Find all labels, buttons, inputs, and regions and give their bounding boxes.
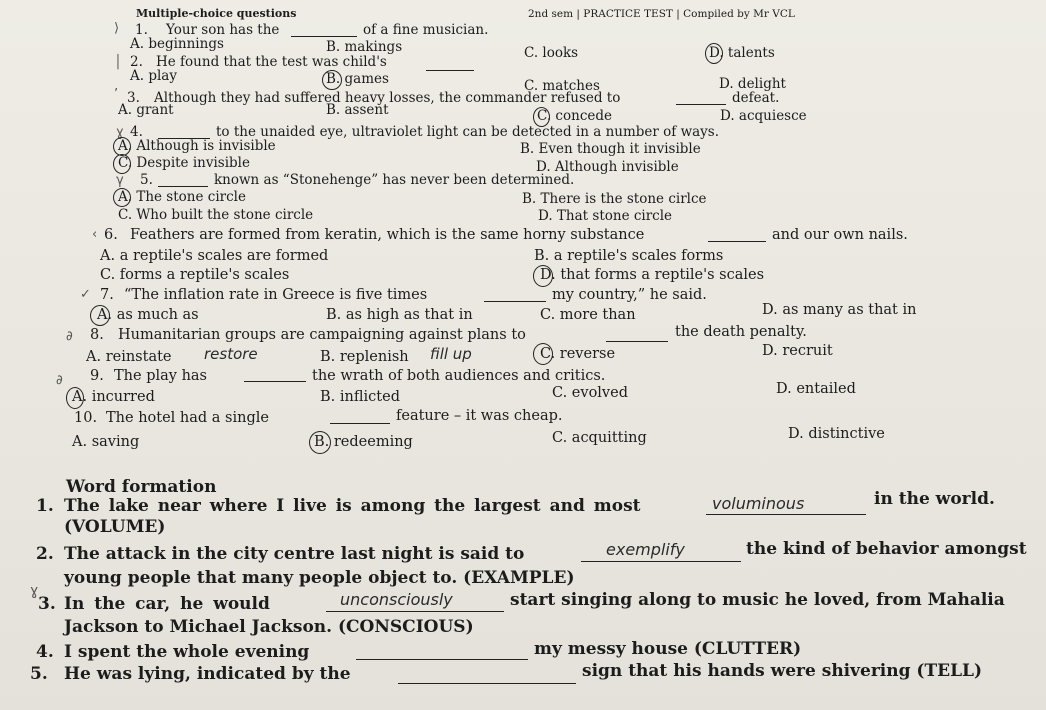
sentence-text-end: in the world. (874, 489, 995, 509)
question-stem-end: known as “Stonehenge” has never been determined. (214, 172, 575, 188)
question-number: 4. (36, 642, 54, 662)
test-info: 2nd sem | PRACTICE TEST | Compiled by Mr VCL (528, 8, 795, 20)
question-stem: Your son has the (166, 22, 280, 38)
answer-blank[interactable] (484, 301, 546, 302)
option-d[interactable]: D. delight (719, 76, 786, 92)
option-d[interactable]: D. entailed (776, 381, 856, 397)
option-b[interactable]: B. assent (326, 102, 389, 118)
option-b[interactable]: B. makings (326, 39, 403, 55)
option-c[interactable]: C. forms a reptile's scales (100, 267, 290, 283)
option-a[interactable]: A. saving (72, 434, 140, 450)
keyword: (VOLUME) (64, 517, 166, 537)
handwritten-note: fill up (430, 345, 472, 363)
selection-circle (705, 43, 723, 64)
question-number: 10. (74, 410, 98, 426)
answer-blank[interactable] (706, 514, 866, 515)
question-number: 9. (90, 368, 104, 384)
question-number: 7. (100, 287, 114, 303)
question-number: 2. (130, 54, 143, 70)
answer-blank[interactable] (581, 561, 741, 562)
answer-blank[interactable] (158, 186, 208, 187)
question-stem-end: of a fine musician. (363, 22, 489, 38)
option-d[interactable]: D. talents (709, 45, 775, 61)
question-stem-end: defeat. (732, 90, 780, 106)
selection-circle (309, 431, 331, 454)
question-stem-end: to the unaided eye, ultraviolet light can be detected in a number of ways. (216, 124, 720, 140)
question-stem: The play has (114, 368, 207, 384)
question-stem: “The inflation rate in Greece is five times (124, 287, 428, 303)
option-a[interactable]: A. a reptile's scales are formed (100, 248, 329, 264)
selection-circle (322, 70, 342, 90)
option-b[interactable]: B. redeeming (314, 434, 413, 450)
handwritten-answer[interactable]: voluminous (712, 494, 805, 513)
answer-blank[interactable] (244, 381, 306, 382)
sentence-text-cont: Jackson to Michael Jackson. (CONSCIOUS) (64, 617, 474, 637)
option-a[interactable]: A. incurred (72, 389, 155, 405)
answer-blank[interactable] (291, 36, 357, 37)
option-a[interactable]: A. reinstate (86, 349, 172, 365)
question-stem: The hotel had a single (106, 410, 269, 426)
option-d[interactable]: D. as many as that in (762, 302, 917, 318)
answer-blank[interactable] (398, 683, 576, 684)
question-number: 4. (130, 124, 143, 140)
sentence-text: I spent the whole evening (64, 642, 310, 662)
option-c[interactable]: C. reverse (540, 346, 616, 362)
answer-blank[interactable] (676, 104, 726, 105)
pencil-mark: ∂ (56, 373, 63, 388)
question-number: 2. (36, 544, 54, 564)
section-title: Word formation (66, 477, 217, 497)
option-b[interactable]: B. There is the stone cirlce (522, 191, 707, 207)
sentence-text-end: sign that his hands were shivering (TELL) (582, 661, 983, 681)
pencil-mark: ∂ (66, 329, 73, 344)
option-b[interactable]: B. a reptile's scales forms (534, 248, 724, 264)
answer-blank[interactable] (356, 659, 528, 660)
sentence-text-end: start singing along to music he loved, from Mahalia (510, 590, 1005, 610)
option-b[interactable]: B. games (326, 71, 389, 87)
option-b[interactable]: B. as high as that in (326, 307, 473, 323)
sentence-text: The lake near where I live is among the largest and most (64, 496, 641, 516)
question-number: 1. (36, 496, 54, 516)
handwritten-answer[interactable]: unconsciously (340, 590, 453, 609)
option-a[interactable]: A. play (130, 68, 177, 84)
pencil-mark: ⟩ (114, 21, 120, 36)
question-number: 1. (135, 22, 148, 38)
answer-blank[interactable] (426, 70, 474, 71)
question-stem-end: and our own nails. (772, 227, 908, 243)
option-c[interactable]: C. acquitting (552, 430, 647, 446)
question-number: 3. (38, 594, 56, 614)
option-d[interactable]: D. acquiesce (720, 108, 807, 124)
question-number: 8. (90, 327, 104, 343)
option-d[interactable]: D. Although invisible (536, 159, 679, 175)
option-d[interactable]: D. recruit (762, 343, 833, 359)
option-a[interactable]: A. Although is invisible (118, 138, 276, 154)
pencil-mark: ✓ (80, 287, 91, 302)
question-stem-end: my country,” he said. (552, 287, 707, 303)
option-c[interactable]: C. Who built the stone circle (118, 207, 314, 223)
pencil-mark: │ (114, 55, 122, 70)
option-b[interactable]: B. replenish (320, 349, 409, 365)
option-c[interactable]: C. evolved (552, 385, 628, 401)
answer-blank[interactable] (708, 241, 766, 242)
option-c[interactable]: C. concede (537, 108, 612, 124)
sentence-text: He was lying, indicated by the (64, 664, 351, 684)
selection-circle (113, 154, 131, 174)
pencil-mark: ɣ (30, 583, 39, 599)
option-c[interactable]: C. Despite invisible (118, 155, 250, 171)
option-b[interactable]: B. inflicted (320, 389, 400, 405)
option-d[interactable]: D. that forms a reptile's scales (540, 267, 765, 283)
sentence-text: The attack in the city centre last night is said to (64, 544, 525, 564)
option-c[interactable]: C. looks (524, 45, 579, 61)
pencil-mark: ‹ (92, 227, 98, 242)
selection-circle (533, 343, 553, 365)
option-a[interactable]: A. as much as (97, 307, 199, 323)
option-c[interactable]: C. matches (524, 78, 600, 94)
question-stem-end: the wrath of both audiences and critics. (312, 368, 606, 384)
section-title: Multiple-choice questions (136, 7, 297, 20)
question-stem: Feathers are formed from keratin, which is the same horny substance (130, 227, 645, 243)
pencil-mark: ’ (114, 87, 119, 102)
option-a[interactable]: A. grant (118, 102, 174, 118)
answer-blank[interactable] (330, 423, 390, 424)
question-number: 5. (140, 172, 153, 188)
option-a[interactable]: A. beginnings (130, 36, 224, 52)
question-number: 6. (104, 227, 118, 243)
question-stem: He found that the test was child's (156, 54, 387, 70)
sentence-text: In the car, he would (64, 594, 270, 614)
option-d[interactable]: D. distinctive (788, 426, 885, 442)
selection-circle (66, 387, 84, 409)
handwritten-note: restore (204, 345, 258, 363)
option-a[interactable]: A. The stone circle (118, 189, 246, 205)
pencil-mark: γ (116, 173, 124, 188)
question-stem: Humanitarian groups are campaigning against plans to (118, 327, 526, 343)
sentence-text-end: my messy house (CLUTTER) (534, 639, 802, 659)
option-c[interactable]: C. more than (540, 307, 636, 323)
sentence-text-cont: young people that many people object to. (EXAMPLE) (64, 568, 575, 588)
pencil-mark: ɣ (116, 125, 124, 140)
question-stem-end: the death penalty. (675, 324, 807, 340)
question-number: 3. (127, 90, 140, 106)
answer-blank[interactable] (326, 611, 504, 612)
question-stem-end: feature – it was cheap. (396, 408, 563, 424)
option-b[interactable]: B. Even though it invisible (520, 141, 701, 157)
selection-circle (533, 265, 553, 287)
handwritten-answer[interactable]: exemplify (606, 540, 685, 559)
selection-circle (90, 305, 110, 326)
selection-circle (113, 188, 131, 207)
sentence-text-end: the kind of behavior amongst (746, 539, 1027, 559)
option-d[interactable]: D. That stone circle (538, 208, 673, 224)
question-stem: Although they had suffered heavy losses, the commander refused to (154, 90, 621, 106)
question-number: 5. (30, 664, 48, 684)
answer-blank[interactable] (606, 341, 668, 342)
